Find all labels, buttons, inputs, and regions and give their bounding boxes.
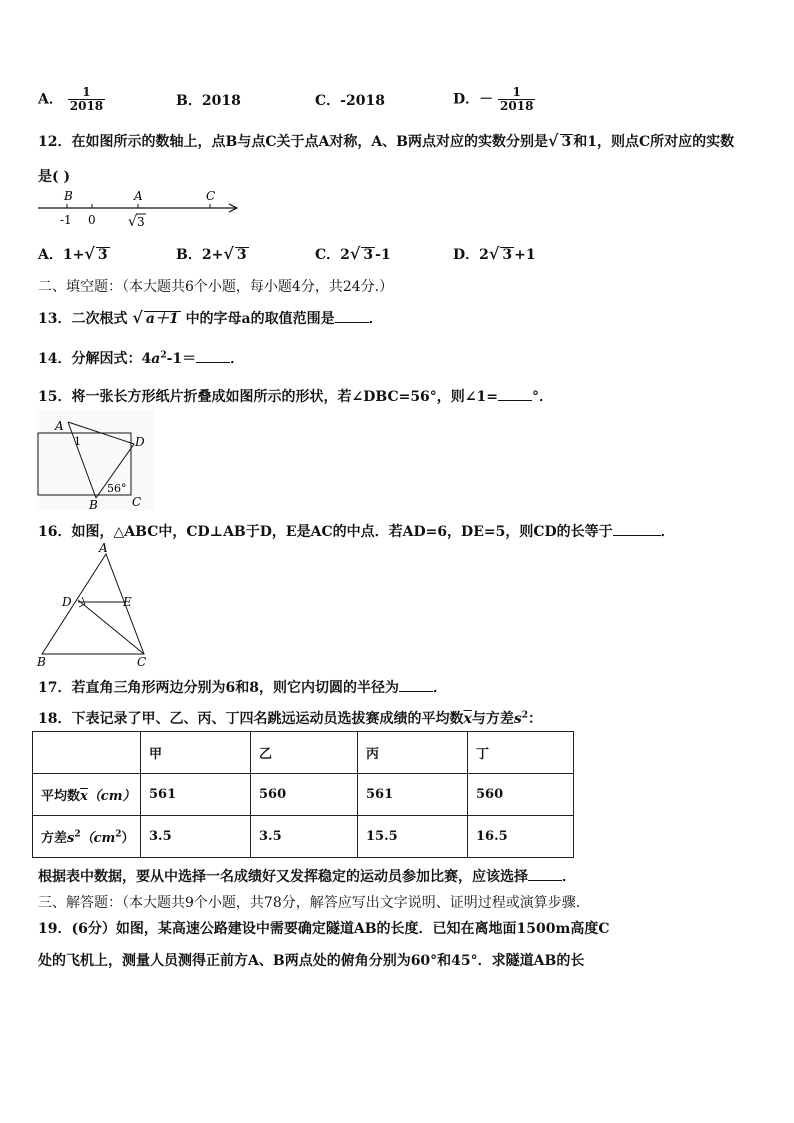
table-cell: 561 <box>141 774 251 816</box>
answer-blank[interactable] <box>528 868 562 881</box>
point-a-label: A <box>134 189 143 203</box>
q16-triangle-figure <box>36 542 156 670</box>
row-label-mean: 平均数$\overline{x}(cm)$ <box>33 774 141 816</box>
q14-text: 14．分解因式：$4a^2-1=$ ． <box>38 350 245 367</box>
option-value: 2018 <box>201 93 241 109</box>
q15-folded-rectangle-figure <box>36 410 154 510</box>
q12-stem-line2: 是( ) <box>38 169 71 185</box>
angle-1-label: 1 <box>74 435 81 448</box>
q19-line-2: 处的飞机上，测量人员测得正前方A、B两点处的俯角分别为60°和45°．求隧道AB的长 <box>38 953 585 969</box>
section-2-heading: 二、填空题：（本大题共6个小题，每小题4分，共24分.） <box>38 279 394 295</box>
q18-followup-text: 根据表中数据，要从中选择一名成绩好又发挥稳定的运动员参加比赛，应该选择 ． <box>38 869 576 885</box>
q11-option-b[interactable] <box>176 90 241 110</box>
answer-blank[interactable] <box>498 388 532 401</box>
table-cell: 3.5 <box>251 816 358 858</box>
point-b-label: B <box>64 189 73 203</box>
tick-sqrt3-radical: √ <box>128 214 137 230</box>
vertex-c-label: C <box>132 495 142 509</box>
table-cell: 15.5 <box>358 816 468 858</box>
answer-blank[interactable] <box>613 523 661 536</box>
minus-sign: － <box>479 91 494 108</box>
vertex-b-label: B <box>37 655 46 669</box>
q11-option-d[interactable] <box>453 86 535 113</box>
vertex-e-label: E <box>123 595 132 609</box>
q12-stem: 12．在如图所示的数轴上，点B与点C关于点A对称，A、B两点对应的实数分别是√ 3 和1，则点C所对应的实数 <box>38 131 735 150</box>
fraction: $\frac{1}{2018}$ <box>69 85 104 113</box>
q19-line-1: 19．(6分）如图，某高速公路建设中需要确定隧道AB的长度．已知在离地面1500m高度C <box>38 921 610 937</box>
row-label-variance: 方差$s^2(cm^2)$ <box>33 816 141 858</box>
table-cell: 560 <box>468 774 574 816</box>
q12-option-c[interactable]: C．2√ 3 -1 <box>315 244 391 263</box>
table-row-variance <box>33 816 574 858</box>
table-header-ding: 丁 <box>468 732 574 774</box>
option-label: B． <box>176 93 202 109</box>
vertex-c-label: C <box>137 655 147 669</box>
q18-score-table <box>32 731 574 858</box>
table-header-jia: 甲 <box>141 732 251 774</box>
option-label: A． <box>38 91 63 108</box>
option-value: -2018 <box>340 93 385 109</box>
q17-text: 17．若直角三角形两边分别为6和8，则它内切圆的半径为 ． <box>38 680 447 696</box>
option-label: C． <box>315 93 341 109</box>
table-header-bing: 丙 <box>358 732 468 774</box>
answer-blank[interactable] <box>335 310 369 323</box>
q12-option-d[interactable]: D．2√ 3 +1 <box>453 244 536 263</box>
table-cell: 3.5 <box>141 816 251 858</box>
q16-text: 16．如图，△ABC中，CD⊥AB于D，E是AC的中点．若AD=6，DE=5，则CD的长等于 ． <box>38 524 675 540</box>
radical-sign: √ <box>548 131 559 150</box>
answer-blank[interactable] <box>196 350 230 363</box>
tick-sqrt3-radicand: 3 <box>137 215 145 229</box>
q12-option-b[interactable]: B．2+√ 3 <box>176 244 247 263</box>
vertex-d-label: D <box>62 595 72 609</box>
table-header-yi: 乙 <box>251 732 358 774</box>
angle-56-label: 56° <box>107 482 127 495</box>
section-3-heading: 三、解答题：（本大题共9个小题，共78分，解答应写出文字说明、证明过程或演算步骤． <box>38 895 590 911</box>
point-c-label: C <box>206 189 216 203</box>
vertex-b-label: B <box>89 498 98 510</box>
table-cell: 560 <box>251 774 358 816</box>
q11-option-a[interactable] <box>38 86 105 113</box>
q12-number-line-figure <box>36 186 246 234</box>
q11-option-c[interactable] <box>315 90 385 110</box>
table-row-mean <box>33 774 574 816</box>
q12-option-a[interactable]: A．1+√ 3 <box>38 244 108 263</box>
q15-text: 15．将一张长方形纸片折叠成如图所示的形状，若∠DBC=56°，则∠1= °． <box>38 389 554 405</box>
fraction: $\frac{1}{2018}$ <box>500 85 534 113</box>
vertex-d-label: D <box>135 435 145 449</box>
q13-text: 13．二次根式 √ a＋1 中的字母a的取值范围是 ． <box>38 308 383 327</box>
tick-minus-one: -1 <box>60 213 72 227</box>
table-cell: 561 <box>358 774 468 816</box>
vertex-a-label: A <box>55 419 64 433</box>
option-label: D． <box>453 91 480 108</box>
q18-text: 18．下表记录了甲、乙、丙、丁四名跳远运动员选拔赛成绩的平均数$\overline{x}$与方差$s^2$： <box>38 710 542 727</box>
answer-blank[interactable] <box>399 679 433 692</box>
table-cell: 16.5 <box>468 816 574 858</box>
vertex-a-label: A <box>99 542 108 555</box>
table-header-row <box>33 732 574 774</box>
table-cell <box>33 732 141 774</box>
tick-zero: 0 <box>88 213 96 227</box>
